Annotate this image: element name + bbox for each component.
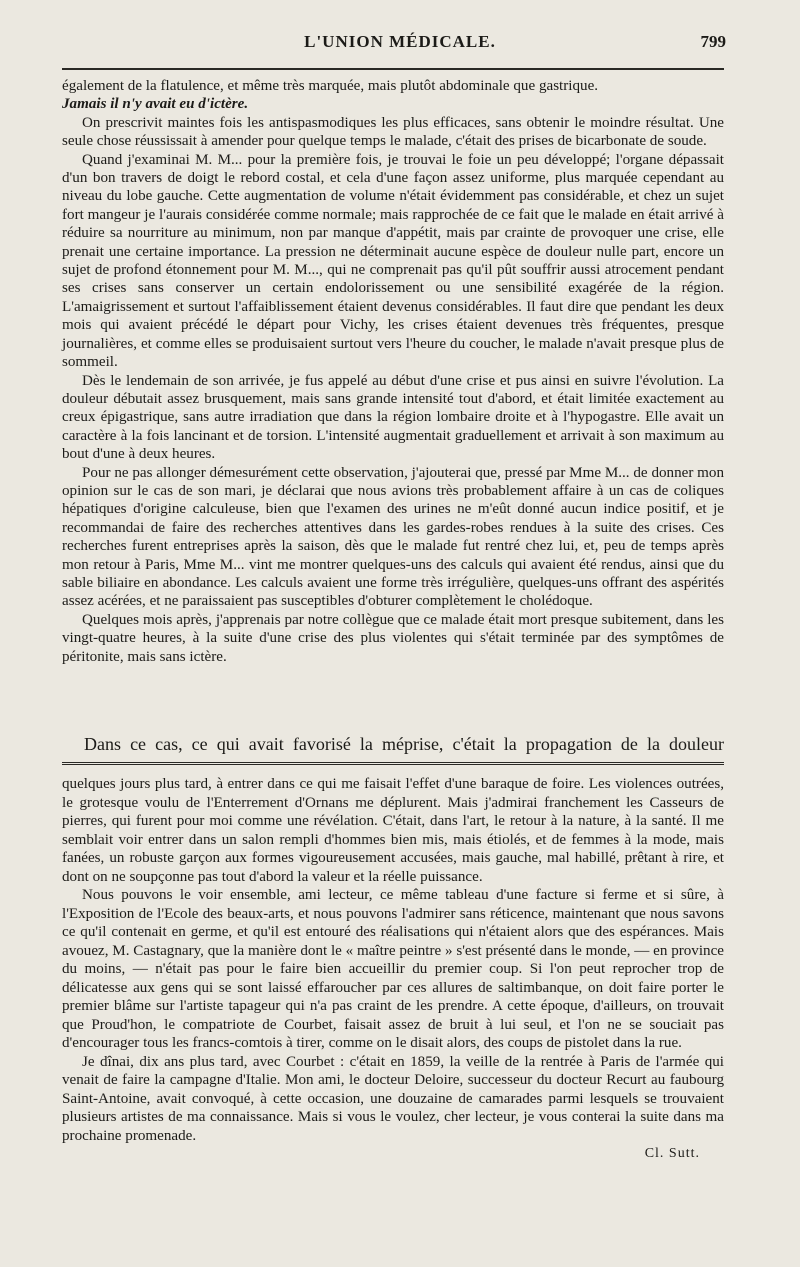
article-paragraph: Jamais il n'y avait eu d'ictère. [62, 96, 249, 113]
article-paragraph: Dès le lendemain de son arrivée, je fus appelé au début d'une crise et pus ainsi en suivre l'évolution. La douleur débutait assez brusquement, mais sans grande intensité tout d'abord, et était limitée exactement au creux épigastrique, sans autre irradiation que dans la région lombaire droite et à l'hypogastre. Elle avait un caractère à la fois lancinant et de torsion. L'intensité augmentait graduellement et arrivait à son maximum au bout d'une à deux heures. [62, 372, 724, 463]
article-paragraph: Pour ne pas allonger démesurément cette observation, j'ajouterai que, pressé par Mme M... de donner mon opinion sur le cas de son mari, je déclarai que nous avions très probablement affaire à un cas de coliques hépatiques d'origine calculeuse, bien que l'examen des urines ne m'eût donné aucun indice positif, et je recommandai de faire des recherches attentives dans les gardes-robes rendues à la suite des crises. Ces recherches furent entreprises après la saison, dès que le malade fut rentré chez lui, et, peu de temps après mon retour à Paris, Mme M... vint me montrer quelques-uns des calculs qui avaient été rendus, ainsi que du sable biliaire en abondance. Les calculs avaient une forme très irrégulière, quelques-uns offrant des aspérités assez acérées, et ne paraissaient pas susceptibles d'obturer complètement le cholédoque. [62, 464, 724, 610]
article-paragraph: Quand j'examinai M. M... pour la première fois, je trouvai le foie un peu développé; l'organe dépassait d'un bon travers de doigt le rebord costal, et cela d'une façon assez uniforme, plus marquée cependant au niveau du lobe gauche. Cette augmentation de volume n'était évidemment pas considérable, et chez un sujet fort mangeur je l'aurais considérée comme normale; mais rapprochée de ce fait que le malade en était arrivé à réduire sa nourriture au minimum, non par manque d'appétit, mais par crainte de provoquer une crise, elle prenait une certaine importance. La pression ne déterminait aucune espèce de douleur nulle part, encore un sujet de profond étonnement pour M. M..., qui ne comprenait pas qu'il pût souffrir aussi atrocement pendant ses crises sans conserver un certain endolorissement ou une sensibilité exagérée de la région. L'amaigrissement et surtout l'affaiblissement étaient devenus considérables. Il faut dire que pendant les deux mois qui avaient précédé le départ pour Vichy, les crises étaient devenues très fréquentes, presque journalières, et comme elles se produisaient surtout vers l'heure du coucher, le malade n'avait presque plus de sommeil. [62, 151, 724, 371]
article-paragraph: Quelques mois après, j'apprenais par notre collègue que ce malade était mort presque subitement, dans les vingt-quatre heures, à la suite d'une crise des plus violentes qui s'était terminée par des symptômes de péritonite, mais sans ictère. [62, 611, 724, 665]
article-paragraph: On prescrivit maintes fois les antispasmodiques les plus efficaces, sans obtenir le moindre résultat. Une seule chose réussissait à amender pour quelque temps le malade, c'était des prises de bicarbonate de soude. [62, 114, 724, 150]
feuilleton-column [62, 775, 724, 1164]
author-signature: Cl. Sutt. [644, 1146, 700, 1161]
feuilleton-paragraph: Nous pouvons le voir ensemble, ami lecteur, ce même tableau d'une facture si ferme et si sûre, à l'Exposition de l'Ecole des beaux-arts, et nous pouvons l'admirer sans réticence, maintenant que nous savons ce qu'il contenait en germe, et qu'il est entouré des réalisations qui n'étaient alors que des espérances. Mais avouez, M. Castagnary, que la manière dont le « maître peintre » s'est présenté dans le monde, — en province du moins, — n'était pas pour le faire bien accueillir du premier coup. Si l'on peut reprocher trop de délicatesse aux gens qui se sont laissé effaroucher par ces allures de saltimbanque, on doit faire porter le premier blâme sur l'artiste tapageur qui n'a pas craint de les prendre. A cette époque, d'ailleurs, on trouvait que Proud'hon, le compatriote de Courbet, faisait assez de bruit à lui seul, et l'on ne se souciait pas d'encourager tous les francs-comtois à tirer, comme on le disait alors, des coups de pistolet dans la rue. [62, 887, 724, 1051]
header-rule [62, 68, 724, 70]
page-number: 799 [700, 32, 726, 51]
page-header [0, 32, 800, 58]
article-paragraph: également de la flatulence, et même très marquée, mais plutôt abdominale que gastrique. [62, 78, 599, 94]
continued-line: Dans ce cas, ce qui avait favorisé la méprise, c'était la propagation de la douleur [84, 734, 724, 754]
feuilleton-paragraph: Je dînai, dix ans plus tard, avec Courbet : c'était en 1859, la veille de la rentrée à Paris de l'armée qui venait de faire la campagne d'Italie. Mon ami, le docteur Deloire, successeur du docteur Recurt au faubourg Saint-Antoine, avait convoqué, à cette occasion, une douzaine de camarades parmi lesquels se trouvaient plusieurs artistes de ma connaissance. Mais si vous le voulez, cher lecteur, je vous conterai la suite dans ma prochaine promenade. [62, 1053, 724, 1144]
medical-article [62, 77, 724, 666]
feuilleton-paragraph: quelques jours plus tard, à entrer dans ce qui me faisait l'effet d'une baraque de foire. Les violences outrées, le grotesque voulu de l'Enterrement d'Ornans me déplurent. Mais j'admirai franchement les Casseurs de pierres, qui furent pour moi comme une révélation. C'était, dans l'art, le retour à la nature, à la santé. Il me semblait voir entrer dans un salon rempli d'hommes bien mis, mais étiolés, et de femmes à la mode, mais fanées, un robuste garçon aux formes vigoureusement accusées, mais gauche, mal habillé, prêtant à rire, et dont on ne soupçonne pas tout d'abord la valeur et la réelle puissance. [62, 776, 724, 885]
feuilleton-rule [62, 762, 724, 767]
running-title: L'UNION MÉDICALE. [304, 32, 496, 51]
